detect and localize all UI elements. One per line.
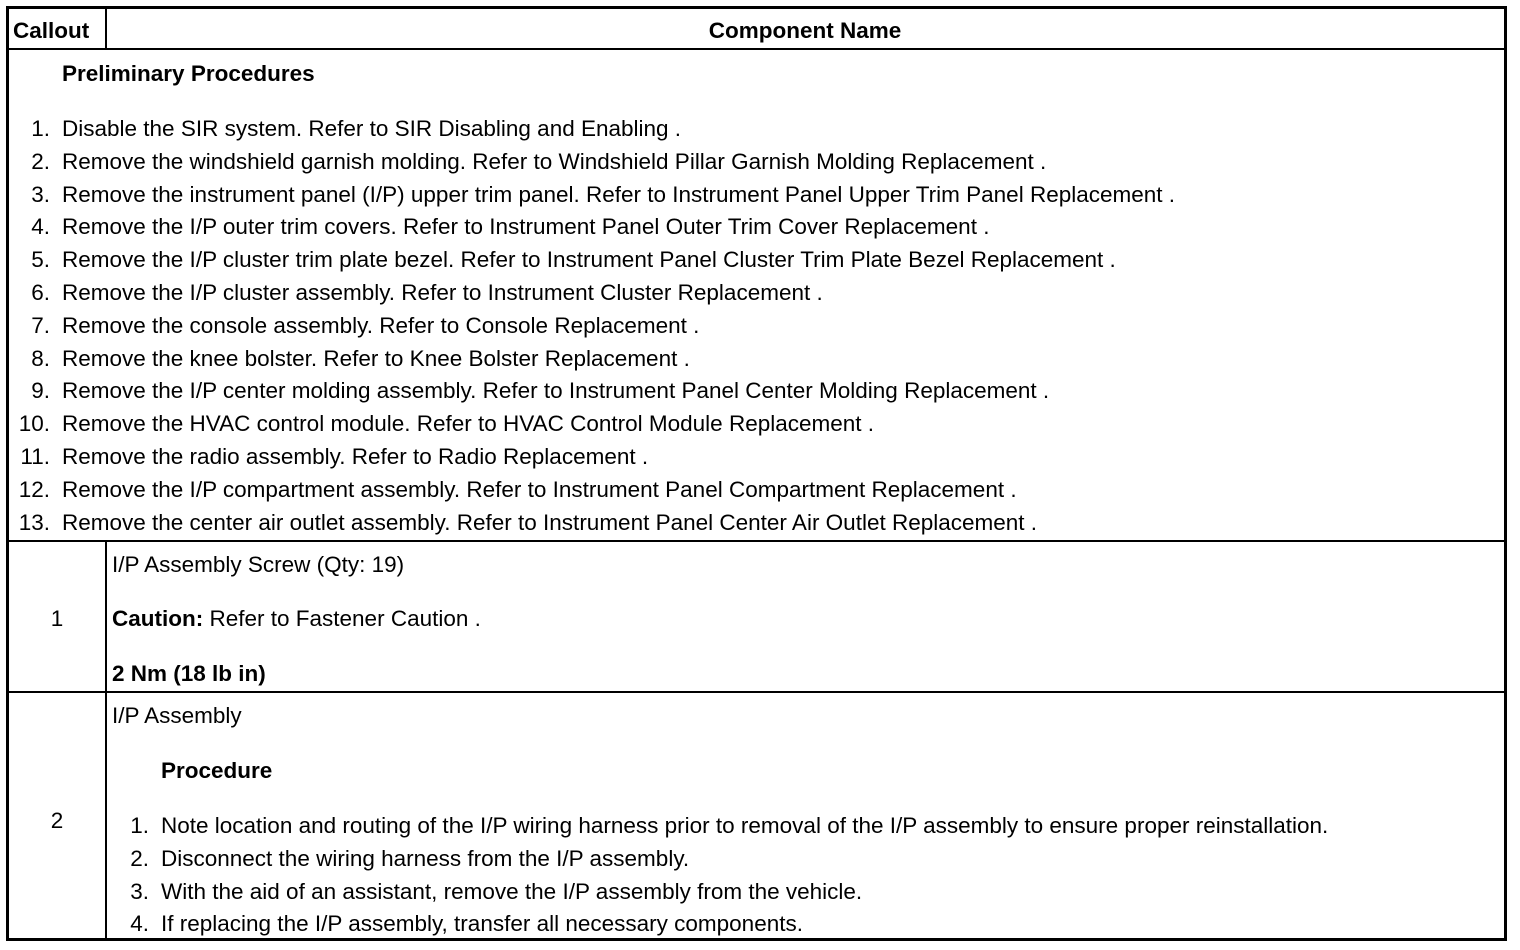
preliminary-step-text: Disable the SIR system. Refer to SIR Disabling and Enabling . (62, 116, 682, 141)
preliminary-step-text: Remove the console assembly. Refer to Console Replacement . (62, 312, 700, 338)
callout-header: Callout (13, 18, 90, 43)
row1-caution (112, 608, 481, 631)
preliminary-step-text: Remove the radio assembly. Refer to Radio Replacement . (62, 444, 649, 469)
preliminary-step-number: 1. (31, 116, 50, 141)
preliminary-step-number: 4. (31, 214, 50, 240)
procedure-step-text: If replacing the I/P assembly, transfer all necessary components. (161, 911, 803, 937)
callout-divider (105, 540, 107, 938)
caution-text: Refer to Fastener Caution . (203, 606, 481, 631)
preliminary-step-number: 2. (31, 148, 50, 174)
preliminary-step-number: 3. (31, 181, 50, 207)
procedure-step-number: 4. (130, 911, 149, 937)
preliminary-step-text: Remove the windshield garnish molding. Refer to Windshield Pillar Garnish Molding Replacement . (62, 148, 1047, 174)
callout-1: 1 (50, 606, 64, 631)
component-name-header: Component Name (708, 18, 902, 43)
procedure-step-number: 3. (130, 878, 149, 904)
preliminary-step-number: 13. (18, 509, 50, 535)
procedure-step-text: With the aid of an assistant, remove the I/P assembly from the vehicle. (161, 878, 863, 904)
preliminary-step-text: Remove the I/P cluster trim plate bezel. Refer to Instrument Panel Cluster Trim Plate Bezel Replacement . (62, 247, 1116, 273)
preliminary-step-text: Remove the instrument panel (I/P) upper trim panel. Refer to Instrument Panel Upper Trim Panel Replacement . (62, 181, 1176, 207)
procedure-step-text: Disconnect the wiring harness from the I/P assembly. (161, 845, 690, 871)
preliminary-step-number: 10. (18, 411, 50, 437)
preliminary-step-text: Remove the center air outlet assembly. Refer to Instrument Panel Center Air Outlet Replacement . (62, 509, 1038, 535)
header-divider (105, 9, 107, 49)
preliminary-step-number: 12. (18, 476, 50, 502)
preliminary-step-number: 5. (31, 247, 50, 273)
row1-rule (9, 691, 1504, 693)
procedure-step-number: 1. (130, 813, 149, 838)
row2-component-name: I/P Assembly (112, 703, 242, 728)
component-table (6, 6, 1507, 941)
preliminary-step-number: 7. (31, 312, 50, 338)
preliminary-step-number: 6. (31, 280, 50, 305)
procedure-step-text: Note location and routing of the I/P wiring harness prior to removal of the I/P assembly to ensure proper reinstallation. (161, 813, 1329, 838)
caution-label: Caution: (112, 606, 204, 631)
procedure-step-number: 2. (130, 845, 149, 871)
preliminary-step-text: Remove the knee bolster. Refer to Knee Bolster Replacement . (62, 345, 690, 371)
preliminary-step-text: Remove the I/P compartment assembly. Refer to Instrument Panel Compartment Replacement . (62, 476, 1017, 502)
row1-torque: 2 Nm (18 lb in) (112, 661, 266, 686)
preliminary-step-text: Remove the I/P center molding assembly. Refer to Instrument Panel Center Molding Replacement . (62, 378, 1050, 404)
preliminary-title: Preliminary Procedures (62, 61, 315, 86)
row1-component-name: I/P Assembly Screw (Qty: 19) (112, 552, 405, 577)
preliminary-step-text: Remove the I/P outer trim covers. Refer to Instrument Panel Outer Trim Cover Replacement . (62, 214, 990, 240)
procedure-title: Procedure (161, 758, 273, 783)
preliminary-step-text: Remove the HVAC control module. Refer to HVAC Control Module Replacement . (62, 411, 875, 437)
preliminary-rule (9, 540, 1504, 542)
preliminary-step-number: 9. (31, 378, 50, 404)
callout-2: 2 (50, 808, 64, 833)
preliminary-step-number: 11. (20, 444, 50, 469)
preliminary-step-text: Remove the I/P cluster assembly. Refer to Instrument Cluster Replacement . (62, 280, 823, 305)
preliminary-step-number: 8. (31, 345, 50, 371)
header-rule (9, 48, 1504, 50)
